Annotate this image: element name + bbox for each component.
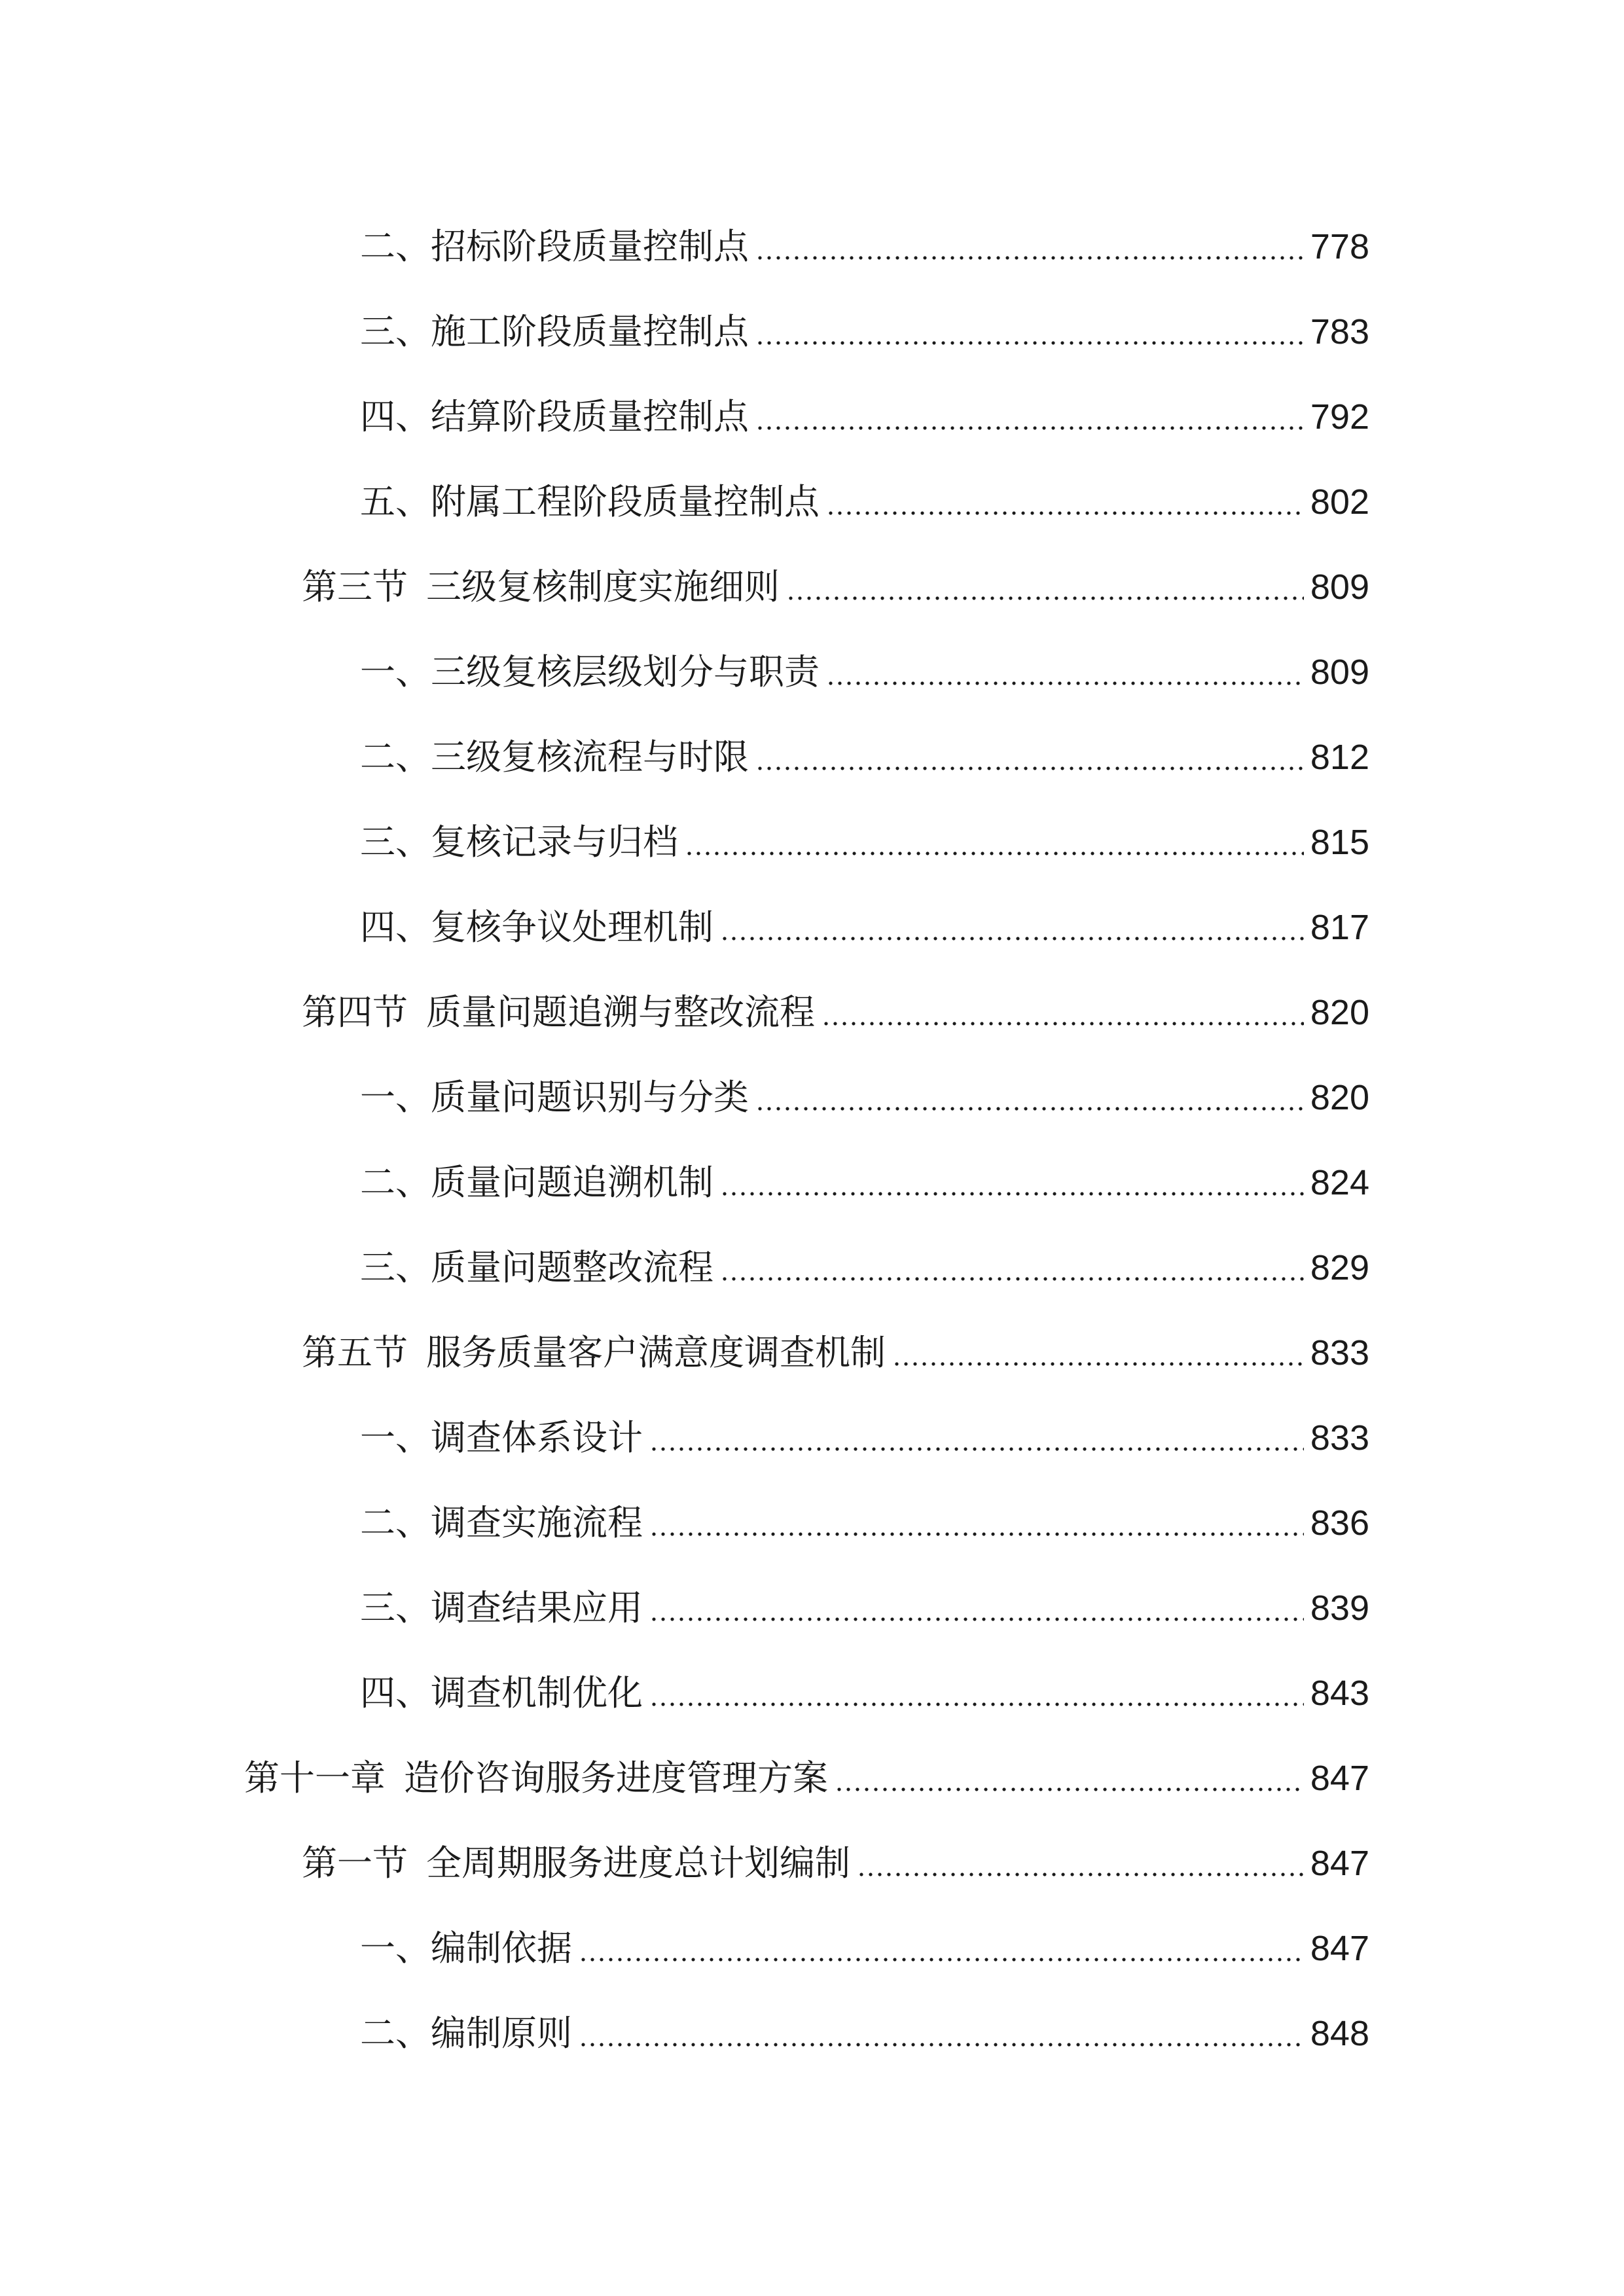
toc-entry[interactable] <box>360 1148 1369 1203</box>
dot-leader <box>755 255 1304 260</box>
toc-page-number: 809 <box>1310 653 1369 692</box>
toc-entry-prefix: 第十一章 <box>244 1757 386 1799</box>
toc-entry-text: 造价咨询服务进度管理方案 <box>404 1757 828 1799</box>
toc-entry-prefix: 一、 <box>360 651 431 692</box>
toc-page-number: 817 <box>1310 908 1369 947</box>
toc-entry-prefix: 第五节 <box>302 1332 408 1373</box>
toc-entry[interactable] <box>302 552 1369 605</box>
toc-entry-text: 编制依据 <box>431 1928 572 1969</box>
toc-entry-prefix: 第一节 <box>302 1842 408 1884</box>
toc-page-number: 848 <box>1310 2014 1369 2053</box>
toc-entry-text: 招标阶段质量控制点 <box>431 226 749 267</box>
toc-entry-title <box>360 1247 713 1288</box>
toc-entry-text: 全周期服务进度总计划编制 <box>426 1842 850 1884</box>
toc-page-number: 847 <box>1310 1844 1369 1883</box>
dot-leader <box>826 511 1304 516</box>
toc-page-number: 847 <box>1310 1759 1369 1798</box>
dot-leader <box>755 1106 1304 1111</box>
dot-leader <box>755 766 1304 771</box>
toc-page-number: 836 <box>1310 1503 1369 1543</box>
toc-entry-prefix: 三、 <box>360 821 431 863</box>
toc-entry-prefix: 二、 <box>360 226 431 267</box>
toc-page-number: 783 <box>1310 312 1369 351</box>
toc-entry-prefix: 四、 <box>360 1672 431 1713</box>
dot-leader <box>835 1787 1304 1792</box>
toc-entry[interactable] <box>360 297 1369 350</box>
toc-entry-prefix: 四、 <box>360 906 431 948</box>
toc-page-number: 820 <box>1310 1078 1369 1117</box>
toc-entry[interactable] <box>302 1829 1369 1884</box>
toc-entry[interactable] <box>360 1914 1369 1969</box>
toc-entry-prefix: 三、 <box>360 1247 431 1288</box>
toc-entry-text: 质量问题追溯与整改流程 <box>426 992 815 1033</box>
toc-entry-text: 结算阶段质量控制点 <box>431 396 749 437</box>
toc-page-number: 792 <box>1310 397 1369 437</box>
toc-entry-prefix: 三、 <box>360 1587 431 1628</box>
toc-entry-text: 施工阶段质量控制点 <box>431 311 749 352</box>
toc-entry-prefix: 二、 <box>360 2013 431 2054</box>
toc-entry[interactable] <box>360 1999 1369 2054</box>
toc-entry-title <box>360 1587 643 1628</box>
toc-entry-prefix: 二、 <box>360 736 431 778</box>
toc-entry-title <box>360 1672 643 1713</box>
toc-entry-title <box>360 651 820 692</box>
toc-entry-text: 附属工程阶段质量控制点 <box>431 481 820 522</box>
toc-entry-text: 复核争议处理机制 <box>431 906 713 948</box>
toc-page-number: 824 <box>1310 1163 1369 1202</box>
toc-entry-prefix: 三、 <box>360 311 431 352</box>
dot-leader <box>720 1191 1304 1196</box>
toc-entry-title <box>360 736 749 778</box>
dot-leader <box>579 1957 1304 1962</box>
toc-page-number: 847 <box>1310 1929 1369 1968</box>
dot-leader <box>720 1276 1304 1282</box>
toc-entry-prefix: 一、 <box>360 1417 431 1458</box>
toc-entry-text: 调查机制优化 <box>431 1672 643 1713</box>
toc-entry-title <box>302 566 780 607</box>
toc-entry-text: 三级复核制度实施细则 <box>426 566 780 607</box>
toc-entry[interactable] <box>360 637 1369 690</box>
toc-entry-title <box>360 1077 749 1118</box>
toc-page-number: 802 <box>1310 482 1369 522</box>
toc-entry-text: 调查体系设计 <box>431 1417 643 1458</box>
toc-entry-prefix: 二、 <box>360 1162 431 1203</box>
toc-page-number: 839 <box>1310 1588 1369 1628</box>
toc-entry-text: 质量问题识别与分类 <box>431 1077 749 1118</box>
toc-entry-text: 服务质量客户满意度调查机制 <box>426 1332 886 1373</box>
toc-entry-prefix: 五、 <box>360 481 431 522</box>
toc-page-number: 833 <box>1310 1418 1369 1458</box>
toc-entry-title <box>360 821 678 863</box>
toc-entry-text: 质量问题追溯机制 <box>431 1162 713 1203</box>
toc-entry-title <box>302 1842 850 1884</box>
toc-page-number: 812 <box>1310 738 1369 777</box>
dot-leader <box>755 425 1304 431</box>
toc-entry-text: 调查实施流程 <box>431 1502 643 1543</box>
toc-entry-prefix: 二、 <box>360 1502 431 1543</box>
toc-entry[interactable] <box>360 893 1369 948</box>
toc-entry[interactable] <box>360 1233 1369 1288</box>
toc-entry-title <box>360 1502 643 1543</box>
toc-entry-prefix: 四、 <box>360 396 431 437</box>
toc-entry-text: 质量问题整改流程 <box>431 1247 713 1288</box>
toc-entry-text: 复核记录与归档 <box>431 821 678 863</box>
toc-entry[interactable] <box>360 1063 1369 1118</box>
toc-entry-title <box>360 2013 572 2054</box>
toc-entry[interactable] <box>360 1573 1369 1626</box>
toc-entry[interactable] <box>360 467 1369 520</box>
toc-entry-title <box>302 1332 886 1373</box>
dot-leader <box>720 936 1304 941</box>
toc-entry-text: 三级复核层级划分与职责 <box>431 651 820 692</box>
dot-leader <box>685 851 1304 856</box>
dot-leader <box>649 1532 1304 1537</box>
toc-page-number: 815 <box>1310 823 1369 862</box>
toc-page-number: 833 <box>1310 1333 1369 1372</box>
dot-leader <box>892 1361 1304 1367</box>
toc-entry[interactable] <box>360 1659 1369 1711</box>
toc-entry[interactable] <box>360 1403 1369 1456</box>
toc-entry-title <box>302 992 815 1033</box>
toc-page-number: 829 <box>1310 1248 1369 1287</box>
toc-entry[interactable] <box>244 1744 1369 1799</box>
dot-leader <box>821 1021 1304 1026</box>
toc-page-number: 843 <box>1310 1674 1369 1713</box>
dot-leader <box>857 1872 1304 1877</box>
toc-entry-title <box>360 311 749 352</box>
toc-entry[interactable] <box>360 382 1369 435</box>
toc-entry-text: 编制原则 <box>431 2013 572 2054</box>
dot-leader <box>786 596 1304 601</box>
toc-entry-text: 调查结果应用 <box>431 1587 643 1628</box>
toc-entry[interactable] <box>360 1488 1369 1541</box>
dot-leader <box>649 1702 1304 1707</box>
toc-page-number: 778 <box>1310 227 1369 266</box>
dot-leader <box>649 1446 1304 1452</box>
dot-leader <box>579 2042 1304 2047</box>
toc-entry[interactable] <box>360 212 1369 267</box>
toc-entry[interactable] <box>302 1318 1369 1371</box>
toc-page-number: 809 <box>1310 567 1369 607</box>
toc-entry-prefix: 一、 <box>360 1928 431 1969</box>
toc-entry-title <box>360 1417 643 1458</box>
toc-entry-title <box>360 1928 572 1969</box>
dot-leader <box>826 681 1304 686</box>
toc-entry-title <box>360 906 713 948</box>
toc-entry-prefix: 一、 <box>360 1077 431 1118</box>
toc-page-number: 820 <box>1310 993 1369 1032</box>
toc-entry-title <box>244 1757 828 1799</box>
toc-entry[interactable] <box>302 978 1369 1033</box>
dot-leader <box>755 340 1304 346</box>
dot-leader <box>649 1617 1304 1622</box>
toc-entry[interactable] <box>360 808 1369 863</box>
toc-entry[interactable] <box>360 723 1369 778</box>
toc-entry-text: 三级复核流程与时限 <box>431 736 749 778</box>
toc-entry-title <box>360 226 749 267</box>
toc-entry-prefix: 第三节 <box>302 566 408 607</box>
toc-entry-prefix: 第四节 <box>302 992 408 1033</box>
toc-entry-title <box>360 481 820 522</box>
toc-entry-title <box>360 1162 713 1203</box>
toc-entry-title <box>360 396 749 437</box>
